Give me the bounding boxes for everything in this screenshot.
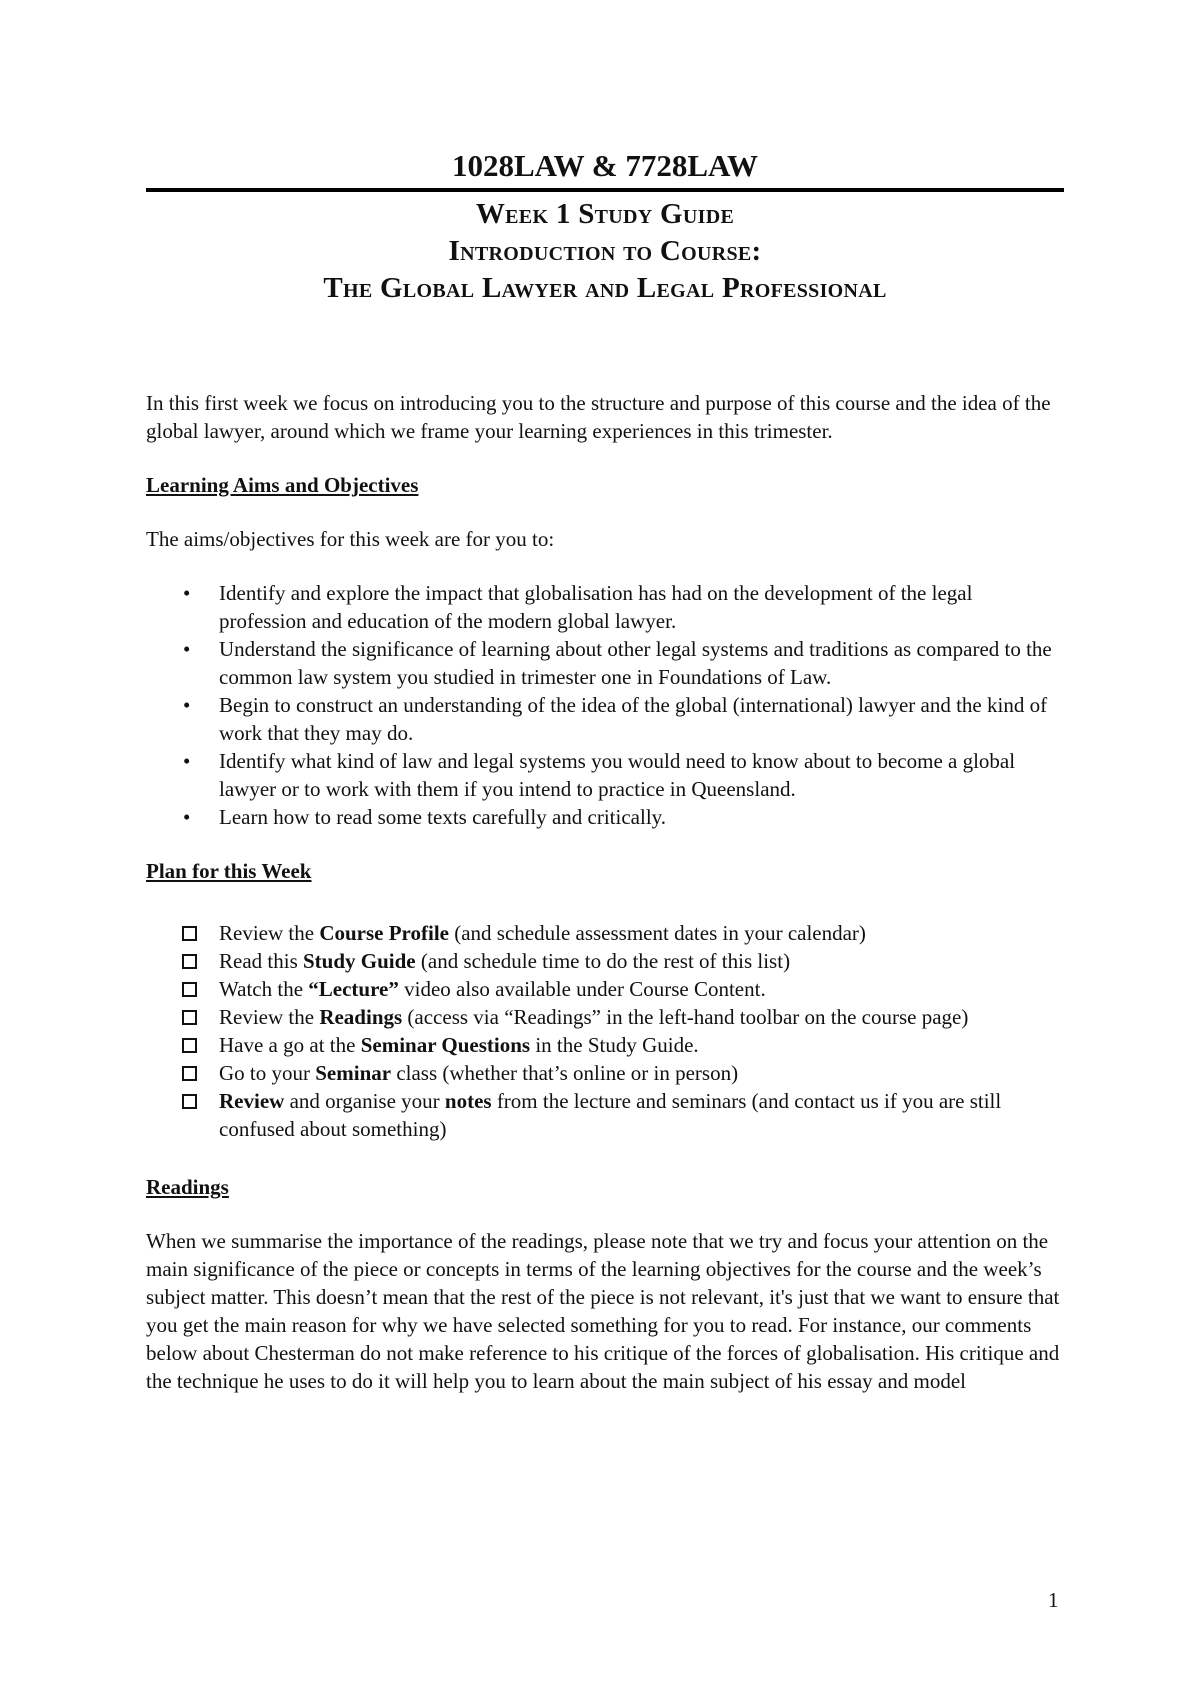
plan-checklist <box>146 919 1064 1143</box>
checklist-bold-text: Study Guide <box>303 949 416 973</box>
checklist-item <box>146 919 1064 947</box>
list-item <box>146 803 1064 831</box>
bullet-icon: • <box>183 749 191 773</box>
study-guide-title: Week 1 Study Guide <box>475 198 735 230</box>
checklist-item <box>146 1003 1064 1031</box>
checklist-text: class (whether that’s online or in person) <box>391 1061 739 1085</box>
checklist-text: from the lecture and seminars (and contact us if you are still confused about something) <box>219 1089 1002 1141</box>
list-item-text: Identify what kind of law and legal systems you would need to know about to become a global lawyer or to work with them if you intend to practice in Queensland. <box>219 749 1016 801</box>
checklist-item <box>146 1031 1064 1059</box>
checklist-text: (and schedule assessment dates in your calendar) <box>448 921 866 945</box>
readings-heading: Readings <box>146 1175 229 1199</box>
list-item <box>146 691 1064 747</box>
learning-aims-lead: The aims/objectives for this week are for you to: <box>146 527 555 551</box>
checklist-bold-text: Seminar <box>315 1061 392 1085</box>
checkbox-icon <box>182 1094 197 1109</box>
checklist-item <box>146 1087 1064 1143</box>
learning-aims-list <box>146 579 1064 831</box>
checklist-text: Go to your <box>219 1061 316 1085</box>
checklist-text: video also available under Course Content. <box>398 977 766 1001</box>
checkbox-icon <box>182 982 197 997</box>
checklist-text: in the Study Guide. <box>530 1033 699 1057</box>
checklist-bold-text: Course Profile <box>319 921 449 945</box>
list-item <box>146 579 1064 635</box>
list-item <box>146 747 1064 803</box>
bullet-icon: • <box>183 693 191 717</box>
checkbox-icon <box>182 926 197 941</box>
checklist-text: Review the <box>219 1005 320 1029</box>
plan-heading: Plan for this Week <box>146 859 312 883</box>
checkbox-icon <box>182 1038 197 1053</box>
bullet-icon: • <box>183 805 191 829</box>
learning-aims-heading: Learning Aims and Objectives <box>146 473 419 497</box>
bullet-icon: • <box>183 637 191 661</box>
checkbox-icon <box>182 1010 197 1025</box>
checklist-text: Watch the <box>219 977 309 1001</box>
checklist-bold-text: Seminar Questions <box>360 1033 531 1057</box>
topic-title: The Global Lawyer and Legal Professional <box>323 272 887 304</box>
checklist-bold-text: notes <box>444 1089 492 1113</box>
intro-paragraph: In this first week we focus on introducing you to the structure and purpose of this course and the idea of the global lawyer, around which we frame your learning experiences in this trimester. <box>146 391 1051 443</box>
page-content <box>146 148 1064 1395</box>
checklist-bold-text: Readings <box>319 1005 403 1029</box>
bullet-icon: • <box>183 581 191 605</box>
list-item-text: Identify and explore the impact that globalisation has had on the development of the legal profession and education of the modern global lawyer. <box>219 581 973 633</box>
checklist-text: (and schedule time to do the rest of this list) <box>415 949 791 973</box>
checklist-item <box>146 975 1064 1003</box>
checkbox-icon <box>182 954 197 969</box>
checklist-text: Have a go at the <box>219 1033 361 1057</box>
checklist-bold-text: “Lecture” <box>308 977 399 1001</box>
page-number: 1 <box>1048 1588 1059 1612</box>
checklist-text: and organise your <box>284 1089 445 1113</box>
checkbox-icon <box>182 1066 197 1081</box>
introduction-title: Introduction to Course: <box>448 235 762 267</box>
list-item <box>146 635 1064 691</box>
readings-paragraph: When we summarise the importance of the readings, please note that we try and focus your attention on the main significance of the piece or concepts in terms of the learning objectives for the course and the week’s subject matter. This doesn’t mean that the rest of the piece is not relevant, it's just that we want to ensure that you get the main reason for why we have selected something for you to read. For instance, our comments below about Chesterman do not make reference to his critique of the forces of globalisation. His critique and the technique he uses to do it will help you to learn about the main subject of his essay and model <box>146 1229 1060 1393</box>
checklist-text: Read this <box>219 949 303 973</box>
checklist-text: Review the <box>219 921 320 945</box>
list-item-text: Learn how to read some texts carefully and critically. <box>219 805 667 829</box>
checklist-bold-text: Review <box>219 1089 285 1113</box>
checklist-item <box>146 947 1064 975</box>
title-rule <box>146 188 1064 192</box>
course-code-title: 1028LAW & 7728LAW <box>451 148 759 183</box>
list-item-text: Begin to construct an understanding of the idea of the global (international) lawyer and the kind of work that they may do. <box>219 693 1048 745</box>
list-item-text: Understand the significance of learning about other legal systems and traditions as compared to the common law system you studied in trimester one in Foundations of Law. <box>219 637 1052 689</box>
checklist-text: (access via “Readings” in the left-hand toolbar on the course page) <box>402 1005 969 1029</box>
checklist-item <box>146 1059 1064 1087</box>
